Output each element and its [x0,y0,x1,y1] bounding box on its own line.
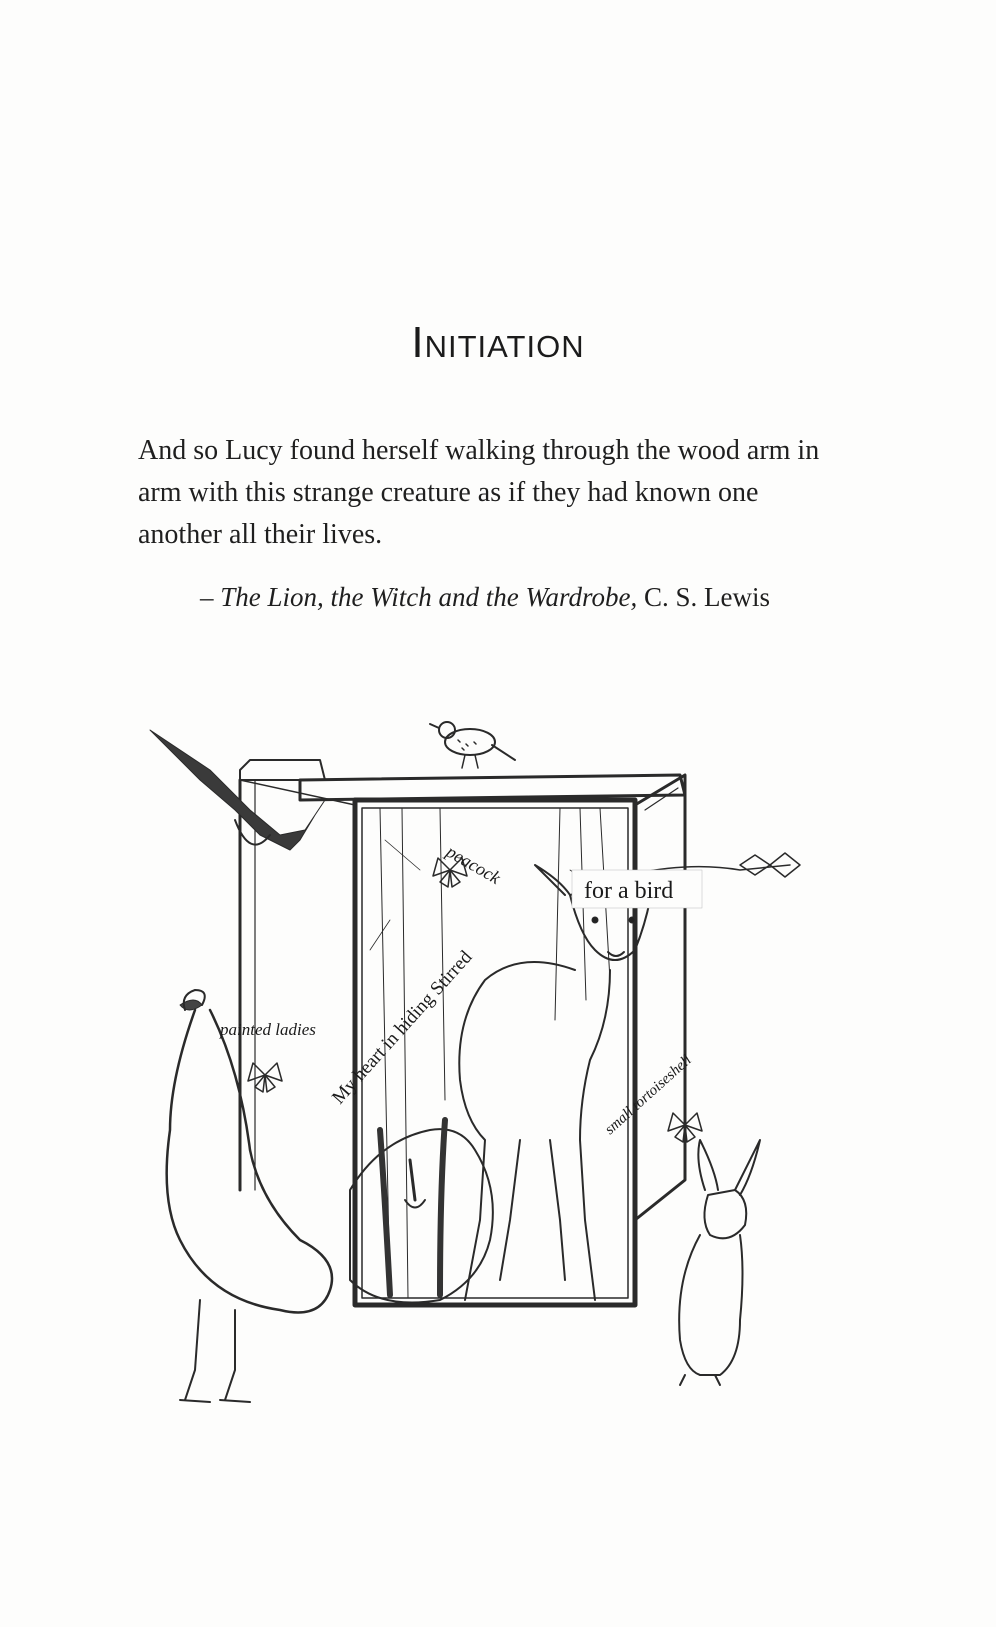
epigraph-attribution [200,582,860,613]
hare [679,1140,760,1385]
chapter-title: Initiation [411,318,585,367]
epigraph-quote: And so Lucy found herself walking through the wood arm in arm with this strange creature as if they had known one another all their lives. [138,435,820,550]
wardrobe-illustration [140,720,840,1470]
badger [350,1120,493,1303]
label-heart-in-hiding: My heart in hiding Stirred [328,946,477,1109]
illustration-drawing [140,720,840,1470]
label-small-tortoiseshell: small tortoiseshell [601,1052,695,1138]
butterfly-painted-lady [248,1063,282,1092]
label-peacock: peacock [443,841,505,888]
songbird [430,722,515,768]
collage-labels [219,840,702,1138]
attribution-work-title: The Lion, the Witch and the Wardrobe, [220,582,638,612]
swan [167,990,332,1402]
attribution-author: C. S. Lewis [643,582,770,612]
label-for-a-bird: for a bird [584,878,674,904]
label-painted-ladies: painted ladies [220,1020,316,1039]
attribution-dash: – [200,582,214,612]
